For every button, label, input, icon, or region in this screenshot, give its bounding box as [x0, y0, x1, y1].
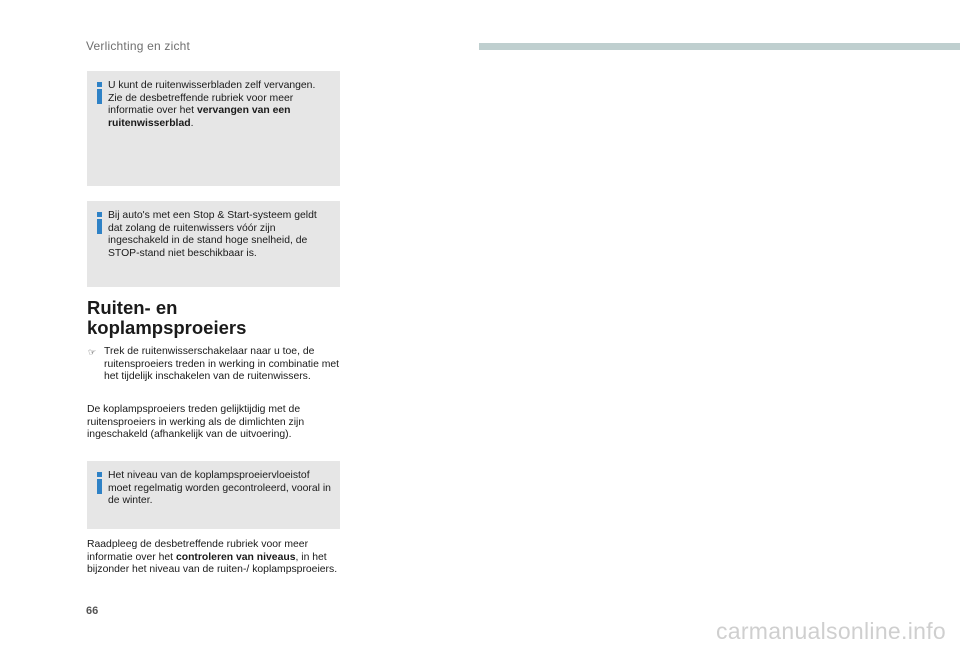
info-text: Bij auto's met een Stop & Start-systeem geldt dat zolang de ruitenwissers vóór zijn ingeschakeld in de stand hoge snelheid, de STOP-stand niet beschikbaar is.	[108, 210, 317, 259]
paragraph-check-levels: Raadpleeg de desbetreffende rubriek voor meer informatie over het controleren van niveaus, in het bijzonder het niveau van de ruiten-/ koplampsproeiers.	[87, 539, 338, 576]
paragraph-headlamp-washers: De koplampsproeiers treden gelijktijdig met de ruitensproeiers in werking als de dimlichten zijn ingeschakeld (afhankelijk van de uitvoering).	[87, 404, 305, 441]
info-text: U kunt de ruitenwisserbladen zelf vervangen. Zie de desbetreffende rubriek voor meer informatie over het vervangen van een ruitenwisserblad.	[108, 80, 316, 129]
page-number: 66	[86, 605, 99, 617]
watermark: carmanualsonline.info	[715, 618, 946, 644]
section-title: Verlichting en zicht	[86, 39, 191, 53]
info-box-wiper-blades	[87, 71, 340, 186]
list-item: ☞ Trek de ruitenwisserschakelaar naar u toe, de ruitensproeiers treden in werking in combinatie met het tijdelijk inschakelen van de ruitenwissers.	[88, 346, 340, 383]
info-icon	[95, 82, 105, 104]
info-text: Het niveau van de koplampsproeiervloeistof moet regelmatig worden gecontroleerd, vooral in de winter.	[108, 470, 331, 507]
arrow-right-icon: ☞	[88, 347, 97, 357]
bullet-list	[87, 346, 347, 384]
info-icon	[95, 472, 105, 494]
header-bar	[479, 43, 960, 50]
info-box-fluid-level	[87, 461, 340, 529]
info-icon	[95, 212, 105, 234]
heading-washers: Ruiten- en koplampsproeiers	[87, 297, 247, 338]
info-box-stop-start	[87, 201, 340, 287]
link-replace-wiper-blade: vervangen van een ruitenwisserblad	[108, 105, 291, 129]
link-check-levels: controleren van niveaus	[175, 551, 296, 563]
